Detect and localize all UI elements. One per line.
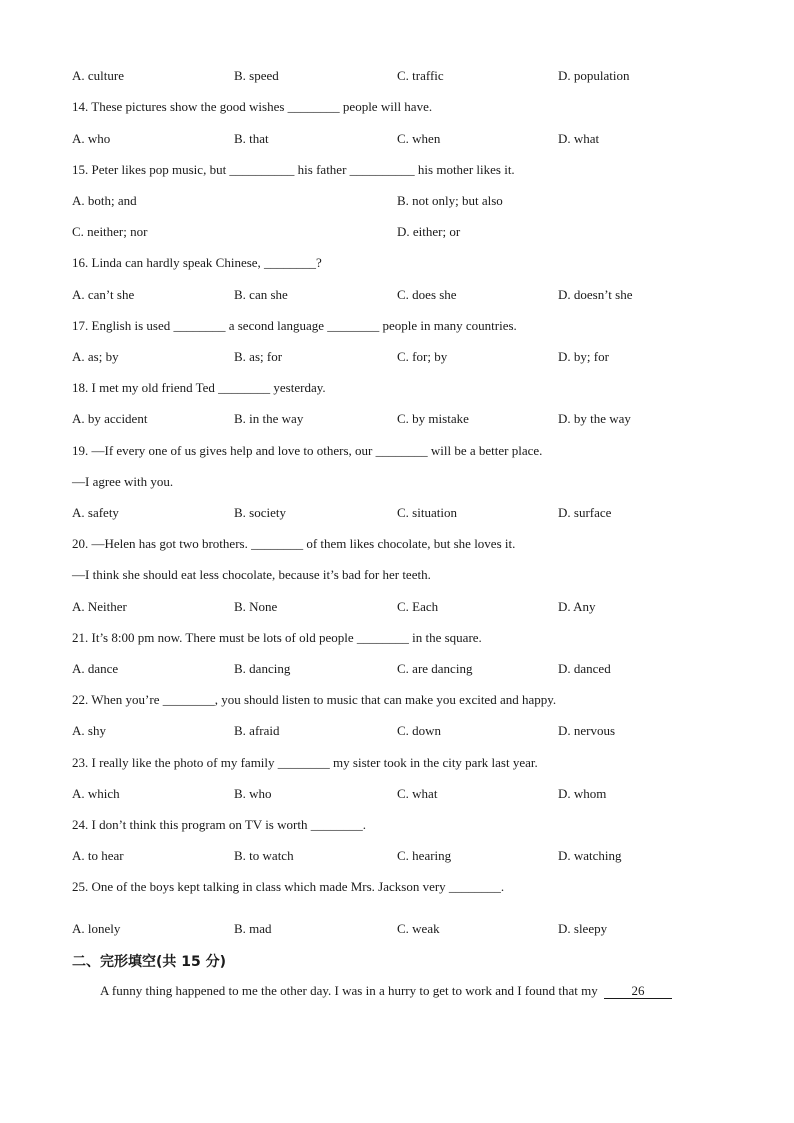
q24-option-c: C. hearing bbox=[397, 848, 452, 863]
q16-option-c: C. does she bbox=[397, 287, 457, 302]
q14-option-b: B. that bbox=[234, 131, 269, 146]
q21-stem: 21. It’s 8:00 pm now. There must be lots of old people ________ in the square. bbox=[72, 630, 482, 645]
q19-option-b: B. society bbox=[234, 505, 286, 520]
q18-option-b: B. in the way bbox=[234, 411, 304, 426]
q22-stem: 22. When you’re ________, you should listen to music that can make you excited and happy. bbox=[72, 692, 557, 707]
q15-option-c: C. neither; nor bbox=[72, 224, 148, 239]
q25-option-c: C. weak bbox=[397, 921, 440, 936]
q16-option-d: D. doesn’t she bbox=[558, 287, 633, 302]
q14-stem: 14. These pictures show the good wishes ________ people will have. bbox=[72, 99, 433, 114]
q20-reply: —I think she should eat less chocolate, because it’s bad for her teeth. bbox=[72, 567, 431, 582]
q23-option-c: C. what bbox=[397, 786, 438, 801]
q15-stem: 15. Peter likes pop music, but __________ his father __________ his mother likes it. bbox=[72, 162, 515, 177]
q25-option-a: A. lonely bbox=[72, 921, 121, 936]
q23-option-a: A. which bbox=[72, 786, 120, 801]
q19-option-d: D. surface bbox=[558, 505, 612, 520]
q15-option-b: B. not only; but also bbox=[397, 193, 503, 208]
q25-option-b: B. mad bbox=[234, 921, 272, 936]
q24-stem: 24. I don’t think this program on TV is worth ________. bbox=[72, 817, 366, 832]
q16-option-b: B. can she bbox=[234, 287, 288, 302]
q22-option-a: A. shy bbox=[72, 723, 106, 738]
q18-option-c: C. by mistake bbox=[397, 411, 469, 426]
q13-option-d: D. population bbox=[558, 68, 630, 83]
q25-stem: 25. One of the boys kept talking in class which made Mrs. Jackson very ________. bbox=[72, 879, 505, 894]
section-title: 二、完形填空(共 15 分) bbox=[72, 954, 227, 970]
q17-stem: 17. English is used ________ a second language ________ people in many countries. bbox=[72, 318, 517, 333]
q15-option-d: D. either; or bbox=[397, 224, 461, 239]
passage-text: A funny thing happened to me the other day. I was in a hurry to get to work and I found that my bbox=[100, 983, 598, 998]
q23-option-d: D. whom bbox=[558, 786, 607, 801]
q13-option-b: B. speed bbox=[234, 68, 279, 83]
q19-option-c: C. situation bbox=[397, 505, 457, 520]
q14-option-d: D. what bbox=[558, 131, 600, 146]
q19-reply: —I agree with you. bbox=[72, 474, 174, 489]
q18-stem: 18. I met my old friend Ted ________ yesterday. bbox=[72, 380, 326, 395]
passage-line bbox=[100, 983, 672, 999]
q17-option-d: D. by; for bbox=[558, 349, 609, 364]
blank-26: 26 bbox=[604, 984, 672, 999]
q20-option-a: A. Neither bbox=[72, 599, 127, 614]
q21-option-d: D. danced bbox=[558, 661, 611, 676]
q19-option-a: A. safety bbox=[72, 505, 119, 520]
q24-option-a: A. to hear bbox=[72, 848, 124, 863]
q20-stem: 20. —Helen has got two brothers. ________ of them likes chocolate, but she loves it. bbox=[72, 536, 516, 551]
q20-option-c: C. Each bbox=[397, 599, 439, 614]
q13-option-c: C. traffic bbox=[397, 68, 444, 83]
q16-option-a: A. can’t she bbox=[72, 287, 135, 302]
q24-option-d: D. watching bbox=[558, 848, 622, 863]
q23-option-b: B. who bbox=[234, 786, 272, 801]
q14-option-a: A. who bbox=[72, 131, 111, 146]
q21-option-c: C. are dancing bbox=[397, 661, 473, 676]
q17-option-c: C. for; by bbox=[397, 349, 448, 364]
q23-stem: 23. I really like the photo of my family ________ my sister took in the city park last year. bbox=[72, 755, 538, 770]
q16-stem: 16. Linda can hardly speak Chinese, ________? bbox=[72, 255, 322, 270]
q20-option-d: D. Any bbox=[558, 599, 596, 614]
q18-option-a: A. by accident bbox=[72, 411, 148, 426]
q15-option-a: A. both; and bbox=[72, 193, 137, 208]
q17-option-a: A. as; by bbox=[72, 349, 119, 364]
q17-option-b: B. as; for bbox=[234, 349, 283, 364]
q21-option-a: A. dance bbox=[72, 661, 119, 676]
q25-option-d: D. sleepy bbox=[558, 921, 608, 936]
q22-option-d: D. nervous bbox=[558, 723, 616, 738]
q14-option-c: C. when bbox=[397, 131, 441, 146]
q24-option-b: B. to watch bbox=[234, 848, 294, 863]
q22-option-b: B. afraid bbox=[234, 723, 280, 738]
q20-option-b: B. None bbox=[234, 599, 278, 614]
q13-option-a: A. culture bbox=[72, 68, 124, 83]
q21-option-b: B. dancing bbox=[234, 661, 291, 676]
q22-option-c: C. down bbox=[397, 723, 442, 738]
q19-stem: 19. —If every one of us gives help and love to others, our ________ will be a better place. bbox=[72, 443, 543, 458]
q18-option-d: D. by the way bbox=[558, 411, 631, 426]
